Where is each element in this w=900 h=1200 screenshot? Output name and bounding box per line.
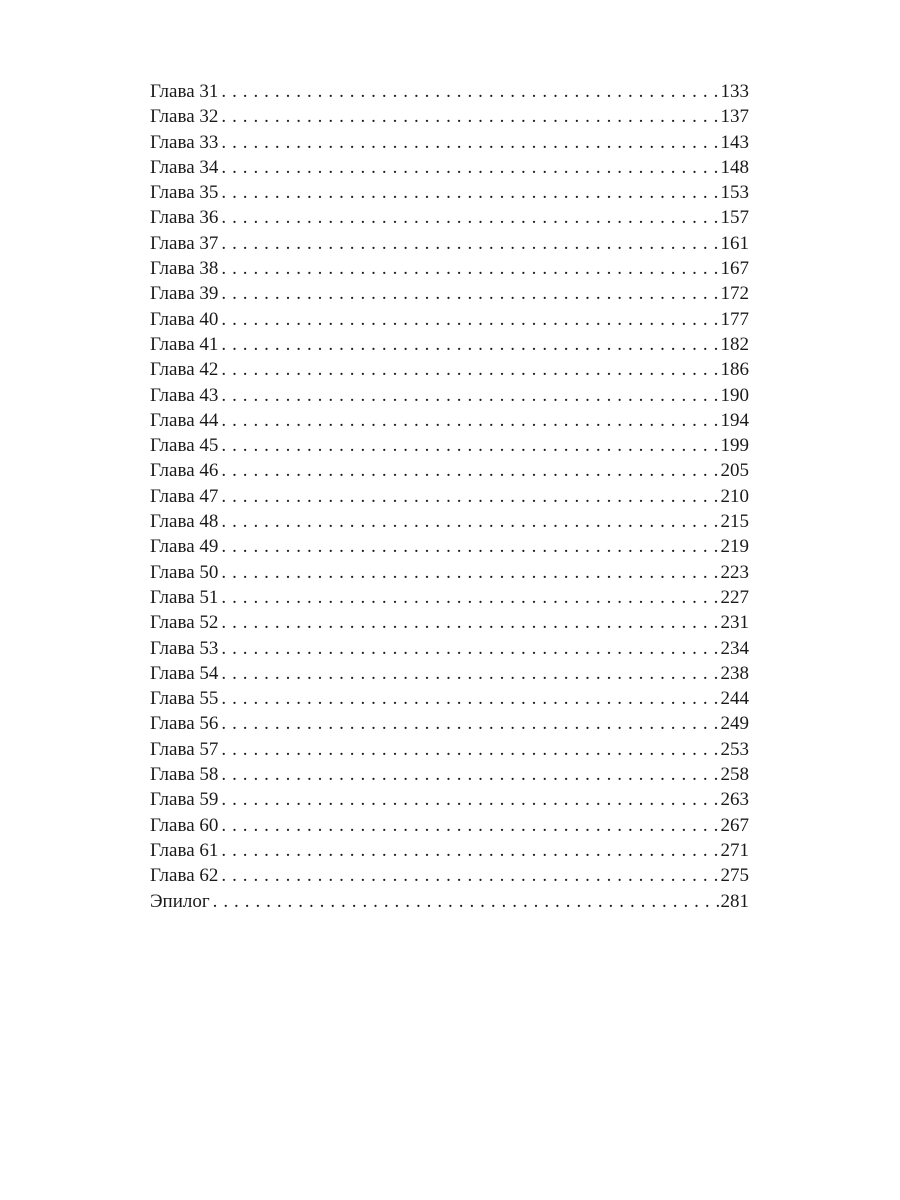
toc-entry-page-number: 227: [720, 586, 749, 608]
toc-entry: [150, 180, 749, 205]
toc-dot-leader: [221, 661, 718, 686]
toc-entry: [150, 408, 749, 433]
toc-entry-page-number: 234: [720, 637, 749, 659]
toc-entry: [150, 332, 749, 357]
toc-entry: [150, 610, 749, 635]
toc-entry-title: Глава 57: [150, 738, 219, 760]
toc-dot-leader: [221, 585, 718, 610]
toc-dot-leader: [221, 281, 718, 306]
toc-entry-title: Глава 41: [150, 333, 219, 355]
toc-entry-page-number: 238: [720, 662, 749, 684]
toc-entry-title: Глава 43: [150, 384, 219, 406]
toc-entry-title: Глава 39: [150, 283, 219, 305]
toc-entry: [150, 787, 749, 812]
toc-entry: [150, 711, 749, 736]
toc-dot-leader: [221, 256, 718, 281]
toc-entry-page-number: 205: [720, 460, 749, 482]
toc-entry-title: Глава 52: [150, 612, 219, 634]
toc-entry-title: Глава 62: [150, 865, 219, 887]
toc-entry: [150, 307, 749, 332]
toc-entry-page-number: 249: [720, 713, 749, 735]
toc-entry-page-number: 137: [720, 106, 749, 128]
toc-entry: [150, 357, 749, 382]
toc-entry: [150, 585, 749, 610]
toc-entry-page-number: 244: [720, 688, 749, 710]
toc-entry-page-number: 143: [720, 131, 749, 153]
toc-entry-page-number: 219: [720, 536, 749, 558]
toc-entry-title: Глава 46: [150, 460, 219, 482]
toc-entry: [150, 155, 749, 180]
toc-dot-leader: [221, 383, 718, 408]
toc-dot-leader: [221, 560, 718, 585]
toc-dot-leader: [221, 737, 718, 762]
toc-entry: [150, 838, 749, 863]
toc-entry-title: Глава 50: [150, 561, 219, 583]
toc-entry-page-number: 148: [720, 156, 749, 178]
toc-entry-title: Глава 37: [150, 232, 219, 254]
toc-entry: [150, 661, 749, 686]
toc-entry-title: Глава 60: [150, 814, 219, 836]
toc-entry-title: Глава 33: [150, 131, 219, 153]
toc-entry: [150, 889, 749, 914]
toc-entry-page-number: 167: [720, 258, 749, 280]
toc-dot-leader: [221, 484, 718, 509]
toc-entry: [150, 433, 749, 458]
toc-entry: [150, 231, 749, 256]
toc-entry-title: Глава 59: [150, 789, 219, 811]
toc-dot-leader: [221, 636, 718, 661]
toc-entry-title: Глава 40: [150, 308, 219, 330]
toc-entry-title: Глава 51: [150, 586, 219, 608]
toc-dot-leader: [221, 610, 718, 635]
toc-entry-title: Глава 32: [150, 106, 219, 128]
toc-entry: [150, 509, 749, 534]
toc-dot-leader: [213, 889, 719, 914]
toc-entry-page-number: 172: [720, 283, 749, 305]
toc-dot-leader: [221, 357, 718, 382]
toc-entry-title: Глава 45: [150, 435, 219, 457]
toc-entry-page-number: 186: [720, 359, 749, 381]
toc-dot-leader: [221, 686, 718, 711]
toc-dot-leader: [221, 509, 718, 534]
toc-entry-title: Глава 55: [150, 688, 219, 710]
toc-entry-title: Глава 35: [150, 182, 219, 204]
toc-entry-page-number: 267: [720, 814, 749, 836]
toc-dot-leader: [221, 762, 718, 787]
toc-entry-page-number: 258: [720, 764, 749, 786]
toc-entry-title: Глава 36: [150, 207, 219, 229]
toc-dot-leader: [221, 408, 718, 433]
toc-dot-leader: [221, 332, 718, 357]
toc-entry: [150, 383, 749, 408]
toc-dot-leader: [221, 205, 718, 230]
toc-entry: [150, 863, 749, 888]
toc-entry-page-number: 263: [720, 789, 749, 811]
toc-entry: [150, 813, 749, 838]
toc-dot-leader: [221, 838, 718, 863]
toc-entry-page-number: 133: [720, 81, 749, 102]
toc-entry-page-number: 231: [720, 612, 749, 634]
toc-dot-leader: [221, 813, 718, 838]
toc-entry-title: Глава 53: [150, 637, 219, 659]
toc-entry-title: Глава 48: [150, 511, 219, 533]
toc-entry-page-number: 190: [720, 384, 749, 406]
toc-dot-leader: [221, 787, 718, 812]
toc-entry-page-number: 182: [720, 333, 749, 355]
toc-entry-page-number: 281: [720, 890, 749, 912]
toc-entry-page-number: 223: [720, 561, 749, 583]
toc-dot-leader: [221, 433, 718, 458]
toc-dot-leader: [221, 79, 718, 104]
toc-dot-leader: [221, 458, 718, 483]
toc-dot-leader: [221, 307, 718, 332]
toc-dot-leader: [221, 130, 718, 155]
toc-entry-page-number: 271: [720, 839, 749, 861]
toc-entry-page-number: 177: [720, 308, 749, 330]
toc-entry-title: Глава 58: [150, 764, 219, 786]
toc-entry: [150, 256, 749, 281]
toc-entry: [150, 79, 749, 104]
toc-entry-page-number: 157: [720, 207, 749, 229]
toc-entry: [150, 458, 749, 483]
toc-entry-title: Глава 31: [150, 81, 219, 102]
toc-entry: [150, 484, 749, 509]
toc-entry-page-number: 153: [720, 182, 749, 204]
toc-dot-leader: [221, 231, 718, 256]
toc-entry-title: Глава 49: [150, 536, 219, 558]
toc-dot-leader: [221, 711, 718, 736]
toc-dot-leader: [221, 534, 718, 559]
toc-dot-leader: [221, 155, 718, 180]
toc-dot-leader: [221, 180, 718, 205]
table-of-contents: [150, 79, 749, 914]
toc-entry-page-number: 253: [720, 738, 749, 760]
toc-dot-leader: [221, 863, 718, 888]
toc-entry: [150, 762, 749, 787]
toc-entry: [150, 534, 749, 559]
toc-entry-title: Глава 61: [150, 839, 219, 861]
toc-entry: [150, 281, 749, 306]
toc-entry: [150, 104, 749, 129]
toc-entry-title: Глава 44: [150, 409, 219, 431]
toc-entry-page-number: 161: [720, 232, 749, 254]
toc-entry-title: Глава 42: [150, 359, 219, 381]
toc-entry-title: Глава 38: [150, 258, 219, 280]
toc-entry-page-number: 215: [720, 511, 749, 533]
toc-entry-page-number: 199: [720, 435, 749, 457]
toc-entry-title: Глава 54: [150, 662, 219, 684]
toc-dot-leader: [221, 104, 718, 129]
toc-entry-title: Глава 56: [150, 713, 219, 735]
toc-entry-title: Глава 34: [150, 156, 219, 178]
toc-entry: [150, 130, 749, 155]
toc-entry-page-number: 210: [720, 485, 749, 507]
toc-entry: [150, 205, 749, 230]
toc-entry: [150, 636, 749, 661]
toc-entry: [150, 737, 749, 762]
toc-entry-title: Глава 47: [150, 485, 219, 507]
toc-entry-title: Эпилог: [150, 890, 210, 912]
toc-entry: [150, 560, 749, 585]
toc-entry: [150, 686, 749, 711]
toc-entry-page-number: 194: [720, 409, 749, 431]
toc-entry-page-number: 275: [720, 865, 749, 887]
